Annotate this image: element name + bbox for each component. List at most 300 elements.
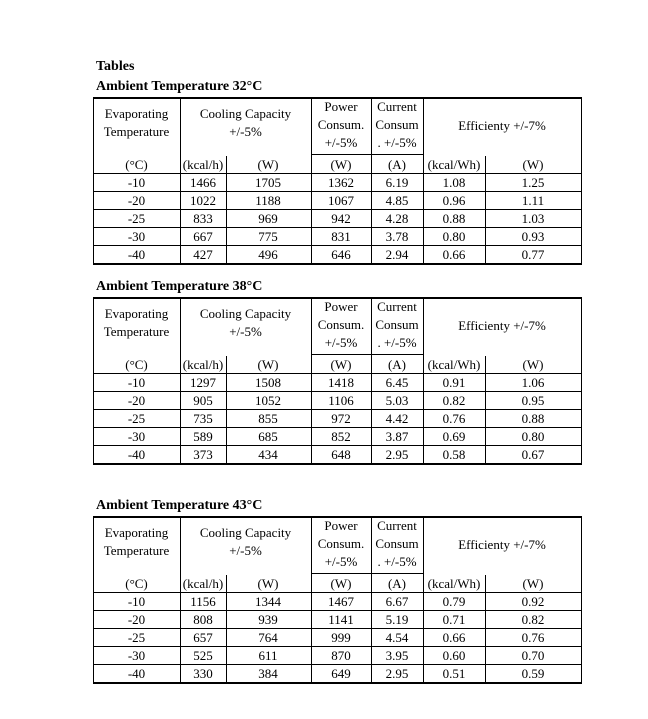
table-cell: 657 [193, 630, 213, 645]
header-text: Efficienty +/-7% [458, 118, 546, 133]
table-cell: 1297 [190, 375, 216, 390]
table-cell: -20 [127, 193, 146, 208]
cell-divider [485, 446, 486, 463]
units-row [93, 156, 581, 174]
header-power-consumption [311, 516, 371, 573]
table-cell: 969 [258, 211, 278, 226]
table-cell: 496 [258, 247, 278, 262]
cell-divider [371, 410, 372, 427]
header-text: +/-5% [324, 135, 358, 150]
table-cell: -30 [127, 429, 146, 444]
cell-divider [226, 446, 227, 463]
header-evaporating-temperature [93, 297, 180, 354]
table-cell: -25 [127, 630, 146, 645]
header-text: Temperature [103, 124, 170, 139]
table-cell: 384 [258, 666, 278, 681]
table-cell: 3.78 [385, 229, 409, 244]
unit-cell: (kcal/Wh) [427, 357, 481, 372]
header-current-consumption [371, 97, 423, 154]
table-cell: 5.19 [385, 612, 409, 627]
table-cell: 4.28 [385, 211, 409, 226]
table-cell: 1.08 [442, 175, 466, 190]
cell-divider [311, 392, 312, 409]
table-cell: 1156 [190, 594, 216, 609]
cell-divider [423, 246, 424, 263]
cell-divider [371, 446, 372, 463]
table-cell: 330 [193, 666, 213, 681]
cell-divider [311, 356, 312, 373]
header-cooling-capacity [180, 516, 311, 573]
table-cell: 0.82 [442, 393, 466, 408]
table-cell: -40 [127, 447, 146, 462]
cell-divider [371, 246, 372, 263]
cell-divider [371, 647, 372, 664]
header-text: Temperature [103, 324, 170, 339]
cell-divider [423, 228, 424, 245]
header-text: Evaporating [104, 525, 169, 540]
cell-divider [485, 629, 486, 646]
table-cell: 1052 [255, 393, 281, 408]
table-cell: 905 [193, 393, 213, 408]
cell-divider [226, 374, 227, 391]
table-cell: -10 [127, 375, 146, 390]
unit-cell: (W) [522, 576, 544, 591]
table-cell: 764 [258, 630, 278, 645]
cell-divider [180, 374, 181, 391]
cell-divider [180, 174, 181, 191]
table-cell: 685 [258, 429, 278, 444]
table-title: Ambient Temperature 32°C [96, 79, 263, 94]
table-cell: 0.95 [521, 393, 545, 408]
table-cell: 870 [331, 648, 351, 663]
table-cell: 939 [258, 612, 278, 627]
cell-divider [485, 647, 486, 664]
header-text: Current [377, 299, 417, 314]
header-text: Current [377, 99, 417, 114]
cell-divider [485, 665, 486, 682]
header-text: Power [324, 518, 358, 533]
header-text: . +/-5% [377, 554, 417, 569]
cell-divider [311, 593, 312, 610]
header-text: Consum. [317, 117, 365, 132]
header-text: Consum [375, 117, 419, 132]
table-cell: 0.92 [521, 594, 545, 609]
table-cell: 1705 [255, 175, 281, 190]
table-cell: 6.67 [385, 594, 409, 609]
table-row [93, 665, 581, 684]
table-row [93, 593, 581, 611]
cell-divider [226, 611, 227, 628]
cell-divider [180, 246, 181, 263]
table-row [93, 192, 581, 210]
header-text: Consum [375, 317, 419, 332]
cell-divider [371, 228, 372, 245]
table-row [93, 374, 581, 392]
table-cell: 434 [258, 447, 278, 462]
table-cell: 589 [193, 429, 213, 444]
table-cell: 0.88 [521, 411, 545, 426]
cell-divider [311, 647, 312, 664]
table-cell: 2.94 [385, 247, 409, 262]
cell-divider [423, 210, 424, 227]
header-cooling-capacity [180, 297, 311, 354]
cell-divider [423, 356, 424, 373]
table-cell: 2.95 [385, 666, 409, 681]
table-cell: 0.80 [521, 429, 545, 444]
cell-divider [423, 575, 424, 592]
cell-divider [485, 575, 486, 592]
cell-divider [180, 647, 181, 664]
table-cell: 648 [331, 447, 351, 462]
header-text: +/-5% [229, 124, 262, 139]
header-efficiency [423, 297, 581, 354]
table-row [93, 410, 581, 428]
cell-divider [180, 192, 181, 209]
cell-divider [423, 428, 424, 445]
cell-divider [371, 611, 372, 628]
table-cell: -10 [127, 594, 146, 609]
cell-divider [371, 174, 372, 191]
cell-divider [311, 428, 312, 445]
header-power-consumption [311, 297, 371, 354]
cell-divider [226, 246, 227, 263]
cell-divider [311, 210, 312, 227]
header-current-consumption [371, 516, 423, 573]
cell-divider [485, 428, 486, 445]
cell-divider [311, 246, 312, 263]
header-text: Consum. [317, 536, 365, 551]
table-cell: 525 [193, 648, 213, 663]
table-row [93, 392, 581, 410]
table-cell: 667 [193, 229, 213, 244]
cell-divider [180, 392, 181, 409]
table-title: Ambient Temperature 43°C [96, 498, 263, 513]
cell-divider [485, 392, 486, 409]
column-divider [581, 297, 582, 465]
table-cell: 0.79 [442, 594, 466, 609]
cell-divider [311, 611, 312, 628]
table-cell: -30 [127, 648, 146, 663]
table-cell: 855 [258, 411, 278, 426]
table-cell: 1.06 [521, 375, 545, 390]
table-cell: 999 [331, 630, 351, 645]
cell-divider [485, 374, 486, 391]
header-text: Cooling Capacity [199, 306, 292, 321]
cell-divider [423, 392, 424, 409]
unit-cell: (A) [387, 576, 407, 591]
cell-divider [423, 593, 424, 610]
table-cell: 0.59 [521, 666, 545, 681]
cell-divider [226, 410, 227, 427]
table-cell: 0.71 [442, 612, 466, 627]
cell-divider [371, 192, 372, 209]
unit-cell: (W) [257, 157, 279, 172]
table-cell: 0.88 [442, 211, 466, 226]
table-cell: 1.03 [521, 211, 545, 226]
cell-divider [311, 374, 312, 391]
table-cell: -40 [127, 247, 146, 262]
unit-cell: (°C) [125, 157, 148, 172]
cell-divider [423, 446, 424, 463]
header-efficiency [423, 97, 581, 154]
table-cell: 1467 [328, 594, 354, 609]
table-cell: 972 [331, 411, 351, 426]
cell-divider [180, 410, 181, 427]
header-rule [311, 354, 423, 355]
header-efficiency [423, 516, 581, 573]
table-cell: 373 [193, 447, 213, 462]
table-row [93, 629, 581, 647]
table-cell: 0.69 [442, 429, 466, 444]
header-text: . +/-5% [377, 335, 417, 350]
header-text: Power [324, 99, 358, 114]
cell-divider [226, 428, 227, 445]
cell-divider [226, 665, 227, 682]
header-text: . +/-5% [377, 135, 417, 150]
table-cell: 0.91 [442, 375, 466, 390]
table-cell: 852 [331, 429, 351, 444]
table-cell: 1.25 [521, 175, 545, 190]
unit-cell: (A) [387, 157, 407, 172]
cell-divider [485, 246, 486, 263]
cell-divider [180, 593, 181, 610]
cell-divider [423, 192, 424, 209]
cell-divider [311, 174, 312, 191]
cell-divider [423, 665, 424, 682]
unit-cell: (W) [257, 576, 279, 591]
unit-cell: (A) [387, 357, 407, 372]
table-cell: 0.60 [442, 648, 466, 663]
cell-divider [180, 156, 181, 173]
cell-divider [485, 356, 486, 373]
cell-divider [226, 174, 227, 191]
cell-divider [423, 611, 424, 628]
table-cell: 6.45 [385, 375, 409, 390]
unit-cell: (W) [522, 357, 544, 372]
data-table [93, 297, 581, 465]
cell-divider [485, 192, 486, 209]
table-cell: 0.93 [521, 229, 545, 244]
table-row [93, 174, 581, 192]
header-text: Cooling Capacity [199, 525, 292, 540]
table-row [93, 428, 581, 446]
table-cell: -30 [127, 229, 146, 244]
table-cell: 0.76 [442, 411, 466, 426]
table-cell: 3.87 [385, 429, 409, 444]
cell-divider [485, 174, 486, 191]
cell-divider [371, 374, 372, 391]
table-cell: 0.70 [521, 648, 545, 663]
table-cell: 5.03 [385, 393, 409, 408]
header-text: Temperature [103, 543, 170, 558]
cell-divider [311, 192, 312, 209]
cell-divider [423, 374, 424, 391]
table-cell: 0.82 [521, 612, 545, 627]
unit-cell: (°C) [125, 357, 148, 372]
table-cell: 0.67 [521, 447, 545, 462]
cell-divider [226, 210, 227, 227]
table-cell: 0.77 [521, 247, 545, 262]
table-cell: 1188 [255, 193, 281, 208]
table-cell: 4.85 [385, 193, 409, 208]
table-row [93, 446, 581, 465]
cell-divider [226, 629, 227, 646]
header-text: Cooling Capacity [199, 106, 292, 121]
unit-cell: (°C) [125, 576, 148, 591]
unit-cell: (kcal/Wh) [427, 157, 481, 172]
cell-divider [485, 611, 486, 628]
unit-cell: (W) [522, 157, 544, 172]
unit-cell: (W) [330, 576, 352, 591]
header-text: Power [324, 299, 358, 314]
header-text: Evaporating [104, 306, 169, 321]
header-text: Consum. [317, 317, 365, 332]
table-cell: 0.51 [442, 666, 466, 681]
cell-divider [371, 210, 372, 227]
table-cell: 0.76 [521, 630, 545, 645]
cell-divider [371, 156, 372, 173]
table-cell: -20 [127, 393, 146, 408]
table-cell: 775 [258, 229, 278, 244]
header-rule [311, 573, 423, 574]
table-cell: -20 [127, 612, 146, 627]
cell-divider [311, 629, 312, 646]
cell-divider [180, 665, 181, 682]
cell-divider [311, 228, 312, 245]
header-evaporating-temperature [93, 516, 180, 573]
data-table [93, 516, 581, 684]
column-divider [581, 97, 582, 265]
table-cell: -25 [127, 211, 146, 226]
cell-divider [371, 665, 372, 682]
header-text: Evaporating [104, 106, 169, 121]
table-cell: 1022 [190, 193, 216, 208]
table-cell: 0.80 [442, 229, 466, 244]
table-cell: 1362 [328, 175, 354, 190]
unit-cell: (kcal/h) [182, 157, 224, 172]
cell-divider [180, 575, 181, 592]
table-cell: 649 [331, 666, 351, 681]
cell-divider [226, 156, 227, 173]
table-cell: -10 [127, 175, 146, 190]
table-cell: 1106 [328, 393, 354, 408]
cell-divider [485, 228, 486, 245]
unit-cell: (kcal/h) [182, 357, 224, 372]
units-row [93, 356, 581, 374]
table-cell: -25 [127, 411, 146, 426]
cell-divider [423, 647, 424, 664]
cell-divider [423, 629, 424, 646]
cell-divider [311, 575, 312, 592]
unit-cell: (kcal/Wh) [427, 576, 481, 591]
table-cell: 0.66 [442, 630, 466, 645]
cell-divider [226, 392, 227, 409]
cell-divider [311, 156, 312, 173]
table-cell: 0.96 [442, 193, 466, 208]
header-text: Efficienty +/-7% [458, 318, 546, 333]
table-cell: 942 [331, 211, 351, 226]
table-cell: 735 [193, 411, 213, 426]
table-row [93, 246, 581, 265]
table-cell: 0.66 [442, 247, 466, 262]
table-cell: 611 [258, 648, 278, 663]
cell-divider [311, 446, 312, 463]
cell-divider [226, 356, 227, 373]
header-text: +/-5% [229, 324, 262, 339]
header-text: Consum [375, 536, 419, 551]
header-rule [311, 154, 423, 155]
table-row [93, 647, 581, 665]
table-cell: 1.11 [521, 193, 545, 208]
cell-divider [371, 629, 372, 646]
unit-cell: (W) [257, 357, 279, 372]
cell-divider [371, 428, 372, 445]
table-cell: 833 [193, 211, 213, 226]
table-row [93, 611, 581, 629]
table-cell: 427 [193, 247, 213, 262]
table-row [93, 228, 581, 246]
data-table [93, 97, 581, 265]
table-cell: 2.95 [385, 447, 409, 462]
cell-divider [226, 647, 227, 664]
table-cell: 1141 [328, 612, 354, 627]
header-text: Current [377, 518, 417, 533]
table-cell: 808 [193, 612, 213, 627]
cell-divider [485, 593, 486, 610]
cell-divider [180, 210, 181, 227]
cell-divider [180, 611, 181, 628]
header-text: +/-5% [324, 335, 358, 350]
cell-divider [485, 410, 486, 427]
header-power-consumption [311, 97, 371, 154]
cell-divider [485, 210, 486, 227]
cell-divider [226, 192, 227, 209]
cell-divider [180, 356, 181, 373]
table-cell: 1508 [255, 375, 281, 390]
header-text: +/-5% [324, 554, 358, 569]
table-cell: 1466 [190, 175, 216, 190]
cell-divider [371, 356, 372, 373]
cell-divider [180, 228, 181, 245]
cell-divider [311, 410, 312, 427]
table-cell: 1344 [255, 594, 281, 609]
table-cell: -40 [127, 666, 146, 681]
cell-divider [371, 593, 372, 610]
table-cell: 0.58 [442, 447, 466, 462]
header-evaporating-temperature [93, 97, 180, 154]
cell-divider [485, 156, 486, 173]
cell-divider [371, 575, 372, 592]
cell-divider [311, 665, 312, 682]
cell-divider [226, 228, 227, 245]
table-cell: 1418 [328, 375, 354, 390]
cell-divider [226, 593, 227, 610]
table-cell: 1067 [328, 193, 354, 208]
table-cell: 6.19 [385, 175, 409, 190]
table-cell: 831 [331, 229, 351, 244]
table-cell: 646 [331, 247, 351, 262]
column-divider [581, 516, 582, 684]
cell-divider [423, 174, 424, 191]
cell-divider [226, 575, 227, 592]
units-row [93, 575, 581, 593]
cell-divider [180, 629, 181, 646]
header-text: +/-5% [229, 543, 262, 558]
unit-cell: (kcal/h) [182, 576, 224, 591]
page-title: Tables [96, 59, 135, 74]
header-current-consumption [371, 297, 423, 354]
table-title: Ambient Temperature 38°C [96, 279, 263, 294]
